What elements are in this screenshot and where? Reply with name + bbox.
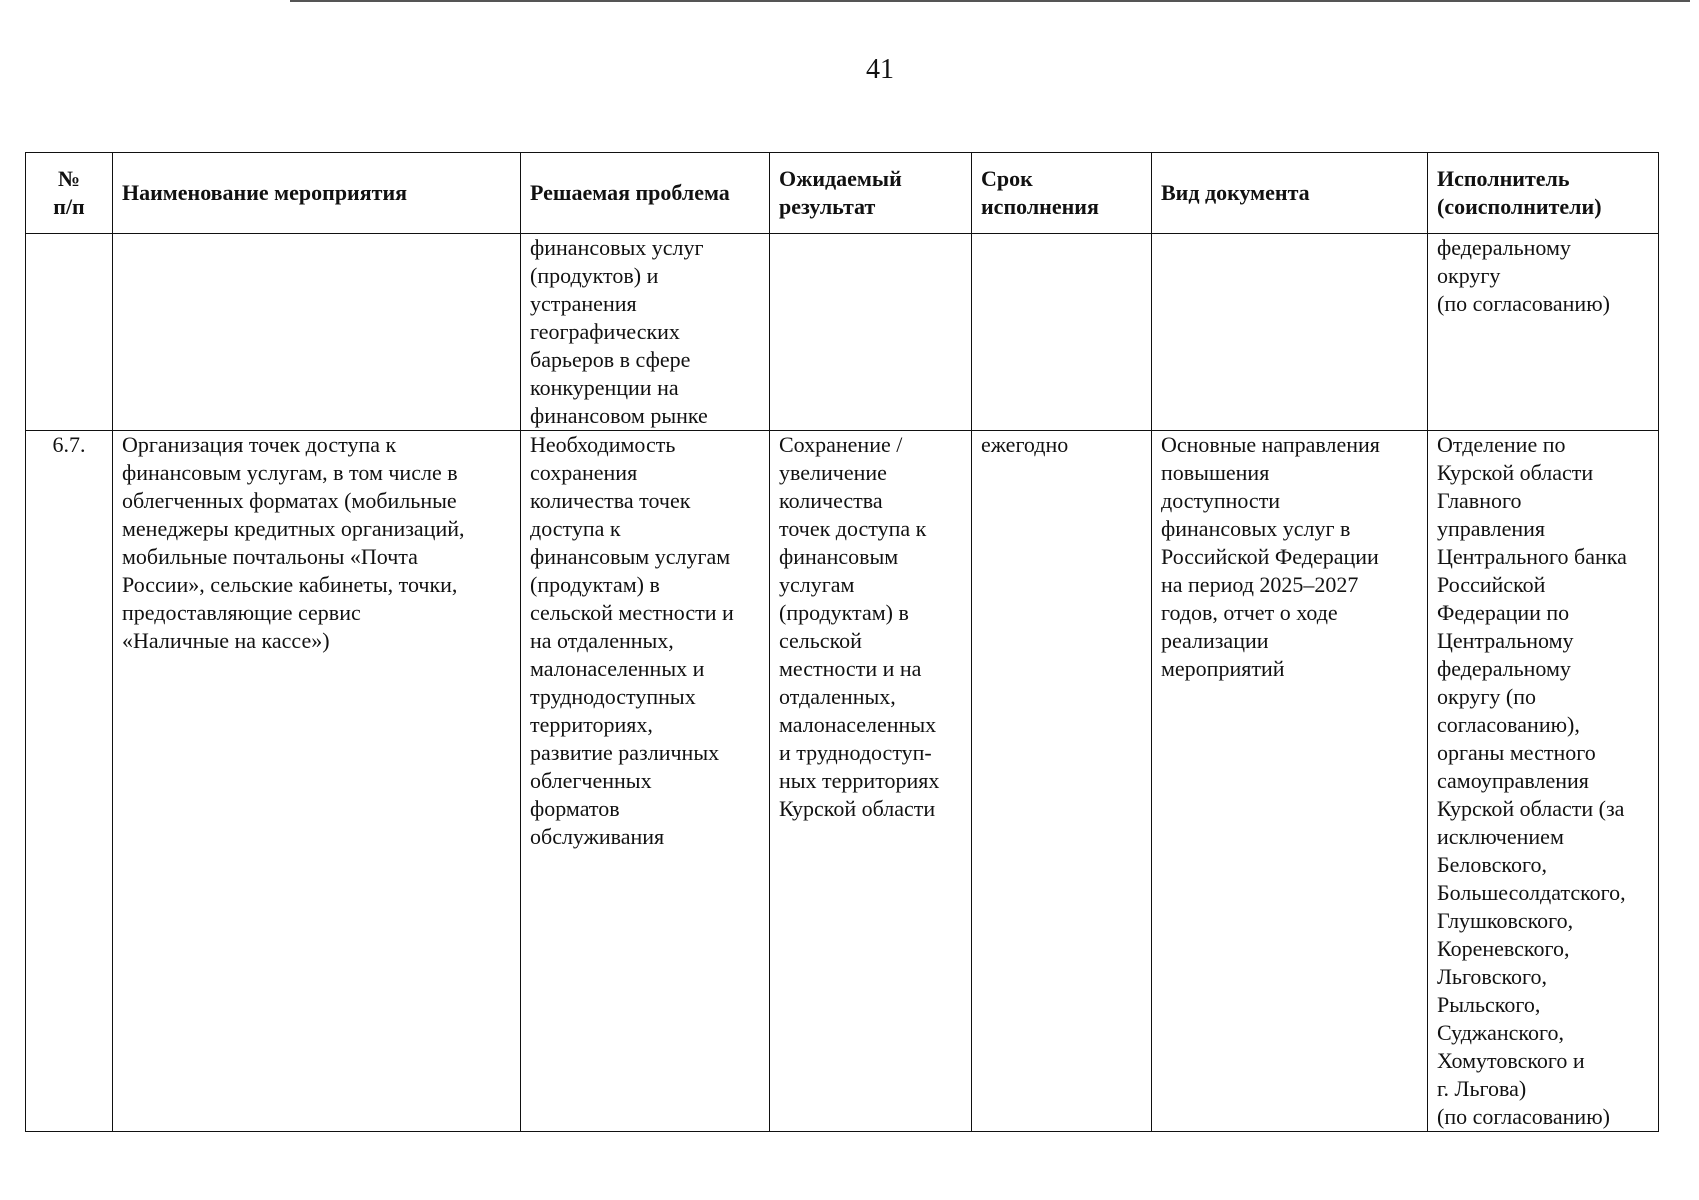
measures-table bbox=[25, 152, 1659, 1132]
header-deadline: Срок исполнения bbox=[972, 153, 1152, 234]
page-number: 41 bbox=[866, 54, 894, 85]
header-expected-result: Ожидаемый результат bbox=[770, 153, 972, 234]
cell-number: 6.7. bbox=[26, 431, 113, 1132]
cell-measure-name bbox=[113, 234, 521, 431]
header-executor: Исполнитель (соисполнители) bbox=[1428, 153, 1659, 234]
header-document-type: Вид документа bbox=[1152, 153, 1428, 234]
header-measure-name: Наименование мероприятия bbox=[113, 153, 521, 234]
cell-problem: финансовых услуг (продуктов) и устранения географических барьеров в сфере конкуренции на финансовом рынке bbox=[521, 234, 770, 431]
table-row bbox=[26, 234, 1659, 431]
cell-document-type bbox=[1152, 234, 1428, 431]
cell-measure-name: Организация точек доступа к финансовым услугам, в том числе в облегченных форматах (мобильные менеджеры кредитных организаций, мобильные почтальоны «Почта России», сельские кабинеты, точки, предоставляющие сервис «Наличные на кассе») bbox=[113, 431, 521, 1132]
cell-deadline: ежегодно bbox=[972, 431, 1152, 1132]
top-rule bbox=[290, 0, 1690, 2]
cell-expected-result bbox=[770, 234, 972, 431]
cell-executor: федеральному округу (по согласованию) bbox=[1428, 234, 1659, 431]
cell-document-type: Основные направления повышения доступности финансовых услуг в Российской Федерации на период 2025–2027 годов, отчет о ходе реализации мероприятий bbox=[1152, 431, 1428, 1132]
header-problem: Решаемая проблема bbox=[521, 153, 770, 234]
cell-executor: Отделение по Курской области Главного управления Центрального банка Российской Федерации по Центральному федеральному округу (по согласованию), органы местного самоуправления Курской области (за исключением Беловского, Большесолдатского, Глушковского, Кореневского, Льговского, Рыльского, Суджанского, Хомутовского и г. Льгова) (по согласованию) bbox=[1428, 431, 1659, 1132]
table-header-row bbox=[26, 153, 1659, 234]
cell-expected-result: Сохранение / увеличение количества точек доступа к финансовым услугам (продуктам) в сельской местности и на отдаленных, малонаселенных и труднодоступ- ных территориях Курской области bbox=[770, 431, 972, 1132]
header-number: № п/п bbox=[26, 153, 113, 234]
cell-problem: Необходимость сохранения количества точек доступа к финансовым услугам (продуктам) в сельской местности и на отдаленных, малонаселенных и труднодоступных территориях, развитие различных облегченных форматов обслуживания bbox=[521, 431, 770, 1132]
cell-number bbox=[26, 234, 113, 431]
cell-deadline bbox=[972, 234, 1152, 431]
table-row bbox=[26, 431, 1659, 1132]
